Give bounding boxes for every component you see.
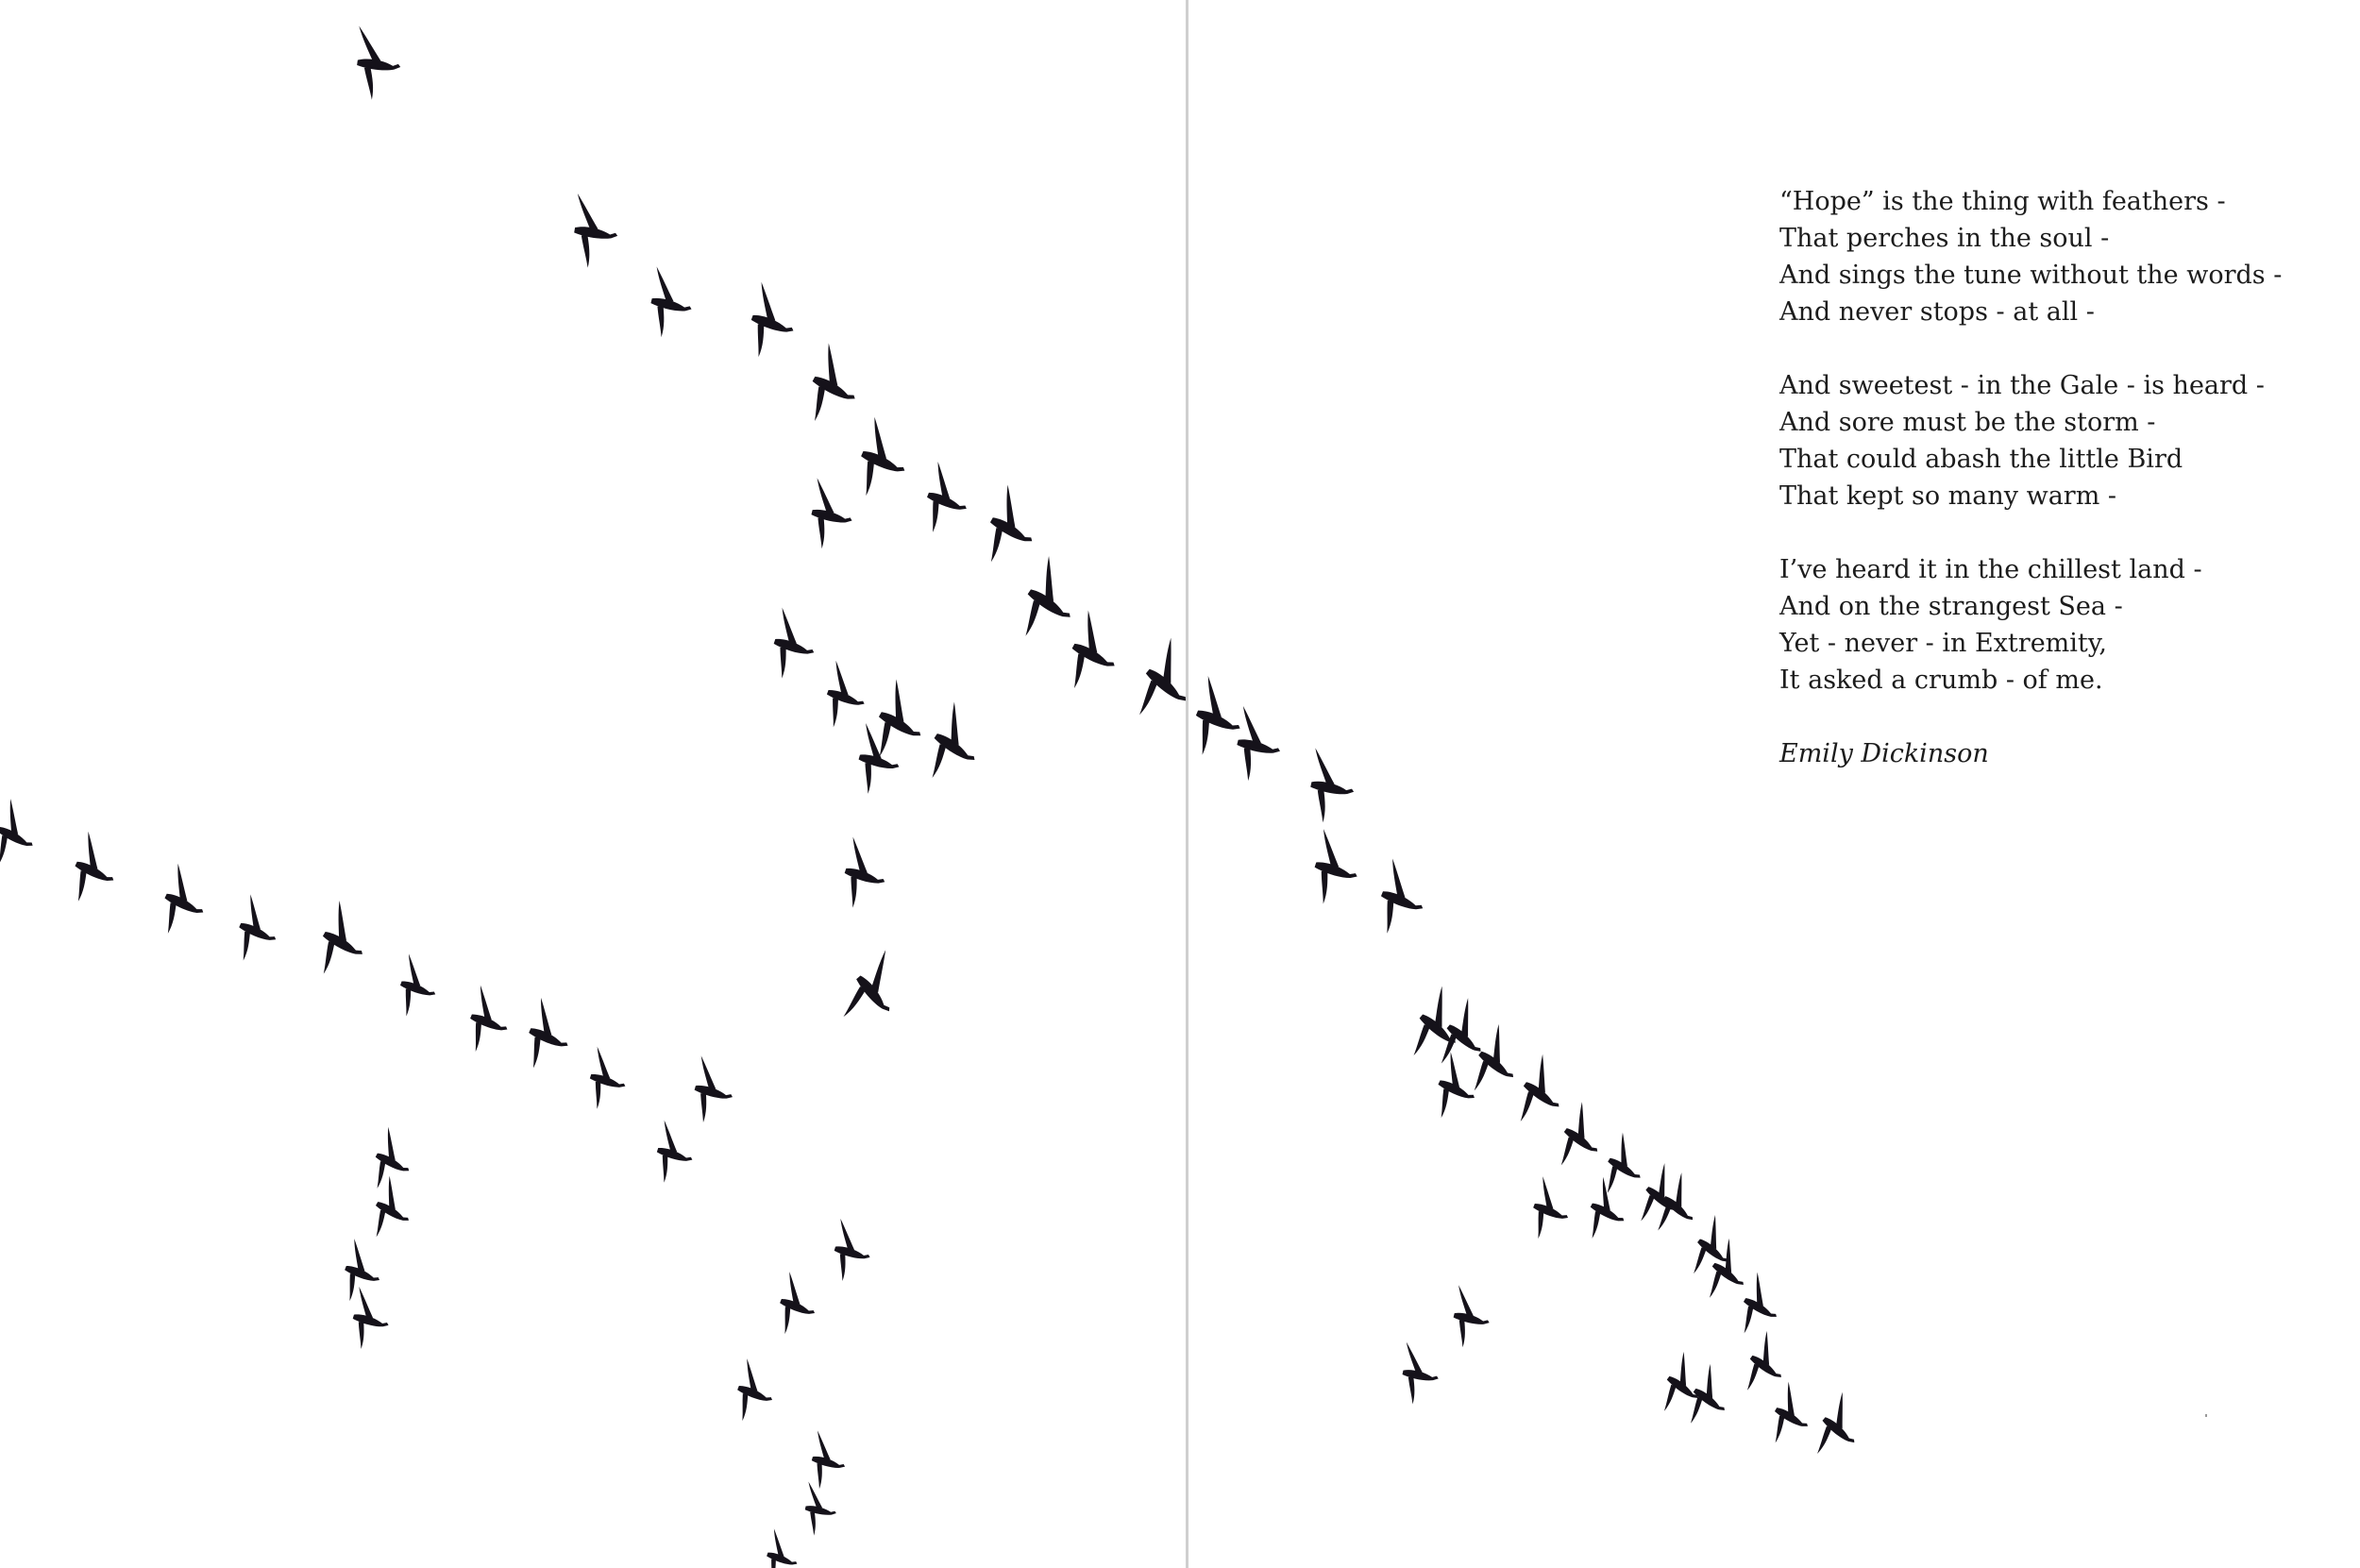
goose-silhouette-icon (388, 953, 445, 1022)
goose-silhouette-icon (1644, 1172, 1711, 1243)
goose-silhouette-icon (646, 1121, 701, 1189)
goose-silhouette-icon (970, 484, 1051, 574)
goose-silhouette-icon (725, 1358, 784, 1428)
goose-silhouette-icon (1120, 638, 1210, 733)
goose-silhouette-icon (225, 894, 289, 969)
goose-silhouette-icon (844, 417, 919, 506)
goose-silhouette-icon (360, 1176, 423, 1247)
goose-silhouette-icon (1678, 1215, 1745, 1286)
poem-line: And never stops - at all - (1779, 297, 2095, 327)
poem-line: And sore must be the storm - (1779, 408, 2156, 437)
poem-line: Yet - never - in Extremity, (1779, 629, 2108, 658)
goose-silhouette-icon (1302, 829, 1368, 911)
goose-silhouette-icon (640, 266, 700, 343)
goose-silhouette-icon (349, 26, 406, 104)
goose-silhouette-icon (913, 462, 979, 541)
poem-stanza-1 (1779, 183, 2327, 330)
goose-silhouette-icon (1053, 610, 1132, 700)
goose-silhouette-icon (793, 343, 872, 432)
goose-silhouette-icon (756, 1528, 805, 1568)
poem-line: That kept so many warm - (1779, 481, 2117, 511)
poem-line: That could abash the little Bird (1779, 445, 2183, 474)
goose-silhouette-icon (683, 1055, 741, 1128)
poem-author: Emily Dickinson (1779, 739, 1989, 768)
goose-silhouette-icon (1759, 1382, 1822, 1453)
goose-silhouette-icon (1576, 1177, 1638, 1248)
goose-silhouette-icon (1226, 706, 1289, 786)
goose-silhouette-icon (824, 1219, 878, 1287)
page-gutter (1186, 0, 1188, 1568)
goose-silhouette-icon (1544, 1102, 1615, 1177)
goose-silhouette-icon (1423, 1052, 1488, 1127)
goose-silhouette-icon (1503, 1054, 1578, 1135)
goose-silhouette-icon (737, 282, 805, 365)
poem (1779, 183, 2327, 772)
poem-line: That perches in the soul - (1779, 224, 2110, 253)
goose-silhouette-icon (1801, 1392, 1874, 1468)
goose-silhouette-icon (304, 901, 380, 986)
goose-silhouette-icon (59, 832, 127, 912)
goose-silhouette-icon (148, 864, 217, 944)
goose-silhouette-icon (1366, 859, 1436, 943)
goose-silhouette-icon (1394, 1342, 1444, 1408)
goose-silhouette-icon (1649, 1352, 1715, 1423)
goose-silhouette-icon (1004, 556, 1092, 650)
goose-silhouette-icon (1458, 1024, 1534, 1104)
goose-silhouette-icon (457, 986, 519, 1060)
poem-stanza-3 (1779, 551, 2327, 699)
goose-silhouette-icon (847, 723, 908, 801)
poem-line: It asked a crumb - of me. (1779, 666, 2103, 695)
goose-silhouette-icon (832, 837, 895, 915)
goose-silhouette-icon (767, 1272, 826, 1341)
goose-silhouette-icon (1180, 676, 1254, 765)
goose-silhouette-icon (1521, 1176, 1579, 1246)
poem-line: And sings the tune without the words - (1779, 261, 2283, 290)
goose-silhouette-icon (798, 1482, 841, 1540)
goose-silhouette-icon (514, 998, 582, 1077)
page-mark (2205, 1414, 2207, 1417)
goose-silhouette-icon (1444, 1285, 1496, 1352)
goose-silhouette-icon (0, 799, 47, 874)
goose-silhouette-icon (1301, 748, 1361, 827)
goose-silhouette-icon (828, 950, 918, 1036)
poem-line: “Hope” is the thing with feathers - (1779, 187, 2226, 216)
goose-silhouette-icon (579, 1047, 634, 1116)
goose-silhouette-icon (1627, 1163, 1694, 1234)
goose-silhouette-icon (912, 702, 995, 792)
goose-silhouette-icon (761, 608, 824, 685)
poem-line: I’ve heard it in the chillest land - (1779, 555, 2202, 584)
poem-line: And on the strangest Sea - (1779, 592, 2123, 621)
poem-stanza-2 (1779, 367, 2327, 514)
goose-silhouette-icon (1592, 1133, 1656, 1204)
goose-silhouette-icon (801, 478, 860, 554)
goose-silhouette-icon (565, 194, 624, 272)
poem-line: And sweetest - in the Gale - is heard - (1779, 371, 2265, 400)
